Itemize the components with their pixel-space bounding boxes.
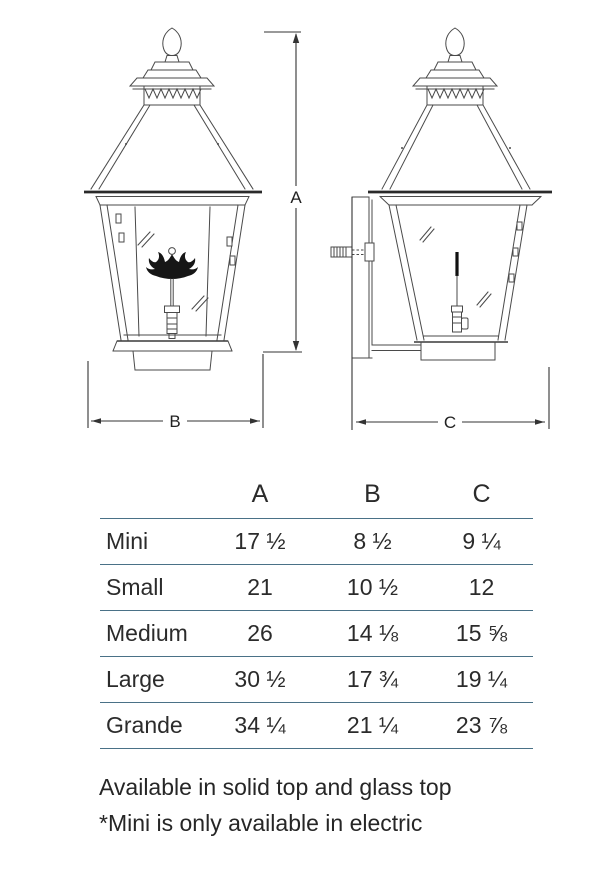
gas-burner xyxy=(452,252,469,332)
availability-note: Available in solid top and glass top xyxy=(99,774,452,800)
size-label: Mini xyxy=(106,528,149,554)
table-row xyxy=(100,519,533,565)
dimension-value: 10 ½ xyxy=(346,574,399,600)
size-label: Small xyxy=(106,574,164,600)
dimension-value: 21 xyxy=(247,574,273,600)
dimension-a xyxy=(263,32,305,352)
dimension-b-label: B xyxy=(169,412,181,431)
dimension-value: 15 ⅝ xyxy=(455,620,508,646)
dimension-value: 14 ⅛ xyxy=(346,620,399,646)
dimension-value: 8 ½ xyxy=(353,528,392,554)
size-label: Grande xyxy=(106,712,183,738)
dimension-value: 17 ½ xyxy=(234,528,286,554)
dimension-value: 12 xyxy=(468,574,495,600)
wall-mount-bracket xyxy=(331,197,421,358)
side-view-drawing xyxy=(331,28,552,360)
dimension-value: 30 ½ xyxy=(234,666,286,692)
mini-electric-note: *Mini is only available in electric xyxy=(99,810,423,836)
dimension-value: 17 ¾ xyxy=(346,666,399,692)
column-header-a: A xyxy=(251,479,269,508)
column-header-b: B xyxy=(364,479,381,508)
dimension-value: 26 xyxy=(247,620,273,646)
dimension-a-label: A xyxy=(290,188,302,207)
size-label: Medium xyxy=(106,620,188,646)
dimension-c-label: C xyxy=(443,413,457,432)
table-header-row xyxy=(100,470,533,519)
size-label: Large xyxy=(106,666,165,692)
gas-flame-burner xyxy=(146,248,198,339)
dimension-value: 34 ¼ xyxy=(234,712,286,738)
dimension-value: 21 ¼ xyxy=(346,712,399,738)
table-row xyxy=(100,565,533,611)
dimension-value: 23 ⅞ xyxy=(455,712,508,738)
column-header-c: C xyxy=(472,479,491,508)
dimension-value: 9 ¼ xyxy=(462,528,501,554)
dimension-c xyxy=(352,197,549,433)
front-view-drawing xyxy=(84,28,262,370)
table-row xyxy=(100,611,533,657)
table-row xyxy=(100,703,533,749)
table-row xyxy=(100,657,533,703)
notes xyxy=(99,769,451,841)
spec-table xyxy=(100,470,533,749)
dimension-value: 19 ¼ xyxy=(455,666,508,692)
dimension-b xyxy=(88,354,263,432)
